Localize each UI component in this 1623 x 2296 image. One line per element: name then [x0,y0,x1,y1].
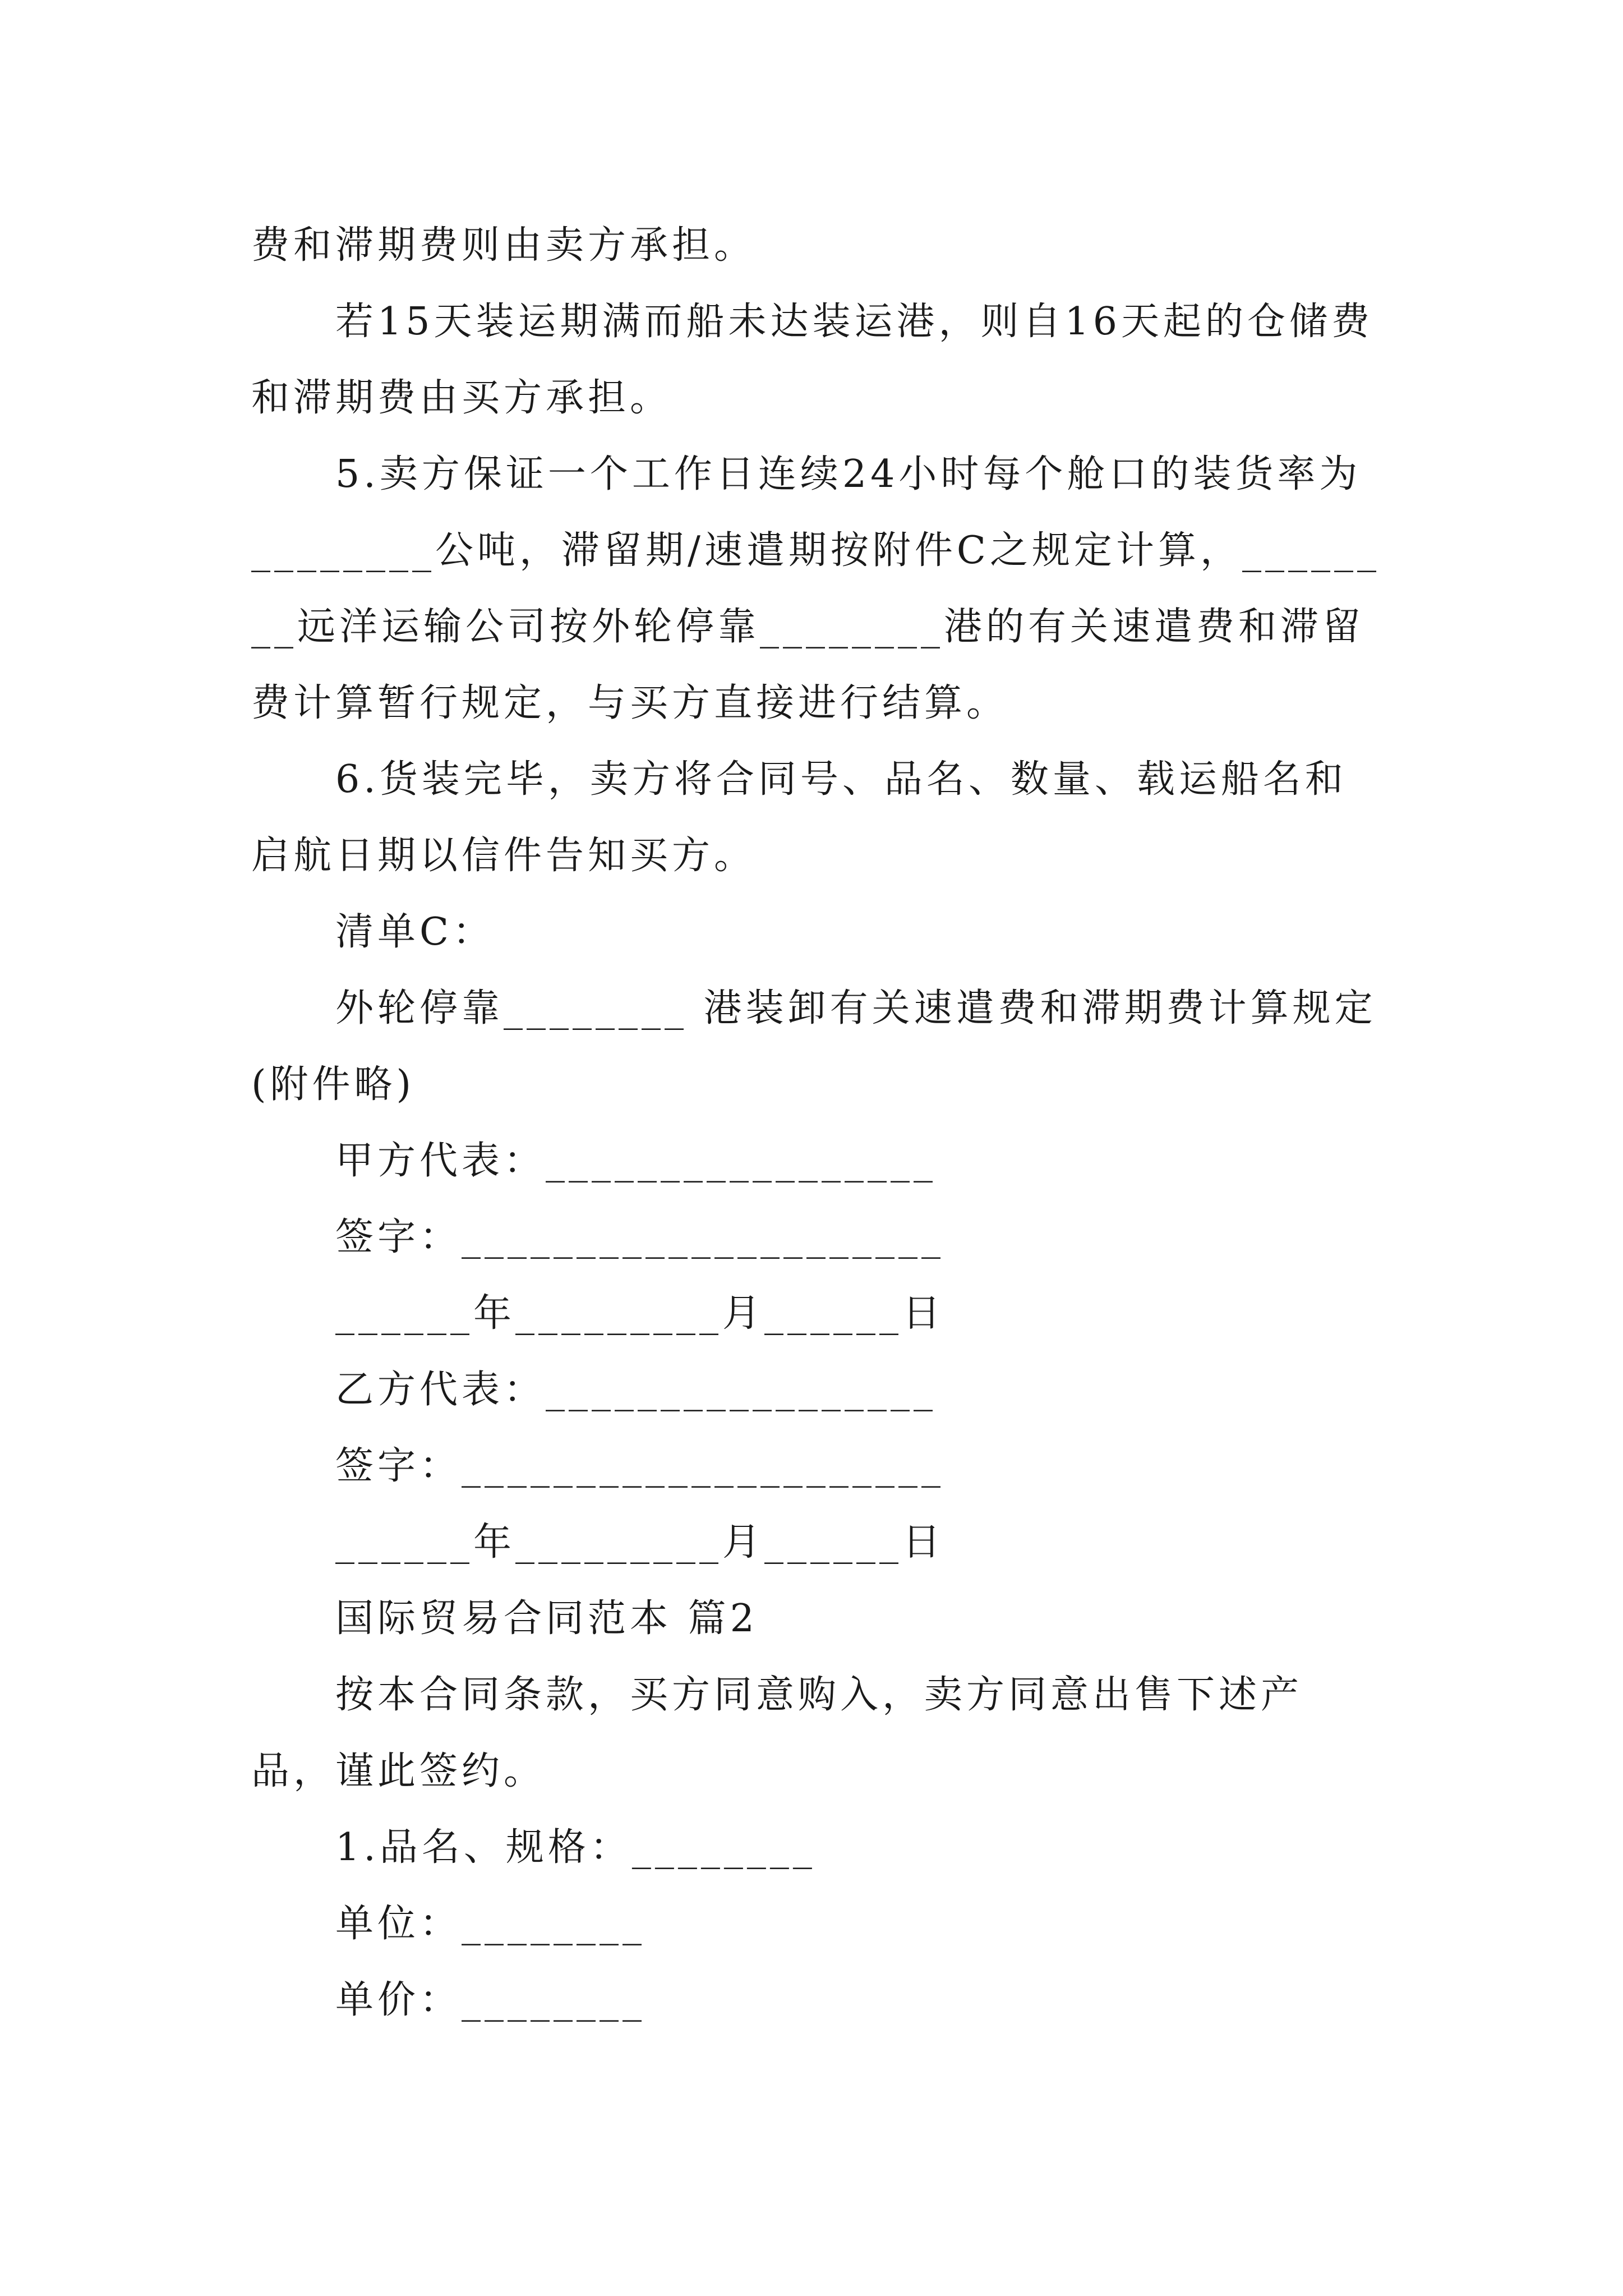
item-unit: 单位：________ [335,1902,646,1946]
document-page [251,208,1383,2039]
clause-5-loading-rate: 5.卖方保证一个工作日连续24小时每个舱口的装货率为________公吨，滞留期/速遣期按附件C之规定计算，________远洋运输公司按外轮停靠________港的有关速遣费和滞留费计算暂行规定，与买方直接进行结算。 [251,452,1380,725]
paragraph-shipping-delay: 若15天装运期满而船未达装运港，则自16天起的仓储费和滞期费由买方承担。 [251,300,1374,420]
section-title-template-2: 国际贸易合同范本 篇2 [335,1596,758,1641]
contract-intro: 按本合同条款，买方同意购入，卖方同意出售下述产品，谨此签约。 [251,1673,1303,1793]
list-c-heading: 清单C： [335,910,495,954]
clause-6-shipment-notice: 6.货装完毕，卖方将合同号、品名、数量、载运船名和启航日期以信件告知买方。 [251,757,1347,878]
party-a-representative: 甲方代表：_________________ [335,1139,937,1183]
item-unit-price: 单价：________ [335,1978,646,2022]
party-b-date: ______年_________月______日 [335,1520,945,1565]
party-b-representative: 乙方代表：_________________ [335,1368,937,1412]
item-name-spec: 1.品名、规格：________ [335,1825,816,1870]
party-b-signature: 签字：_____________________ [335,1444,945,1488]
party-a-signature: 签字：_____________________ [335,1215,945,1259]
paragraph-continuation: 费和滞期费则由卖方承担。 [251,223,757,268]
list-c-description: 外轮停靠________ 港装卸有关速遣费和滞期费计算规定(附件略) [251,986,1377,1107]
party-a-date: ______年_________月______日 [335,1291,945,1336]
